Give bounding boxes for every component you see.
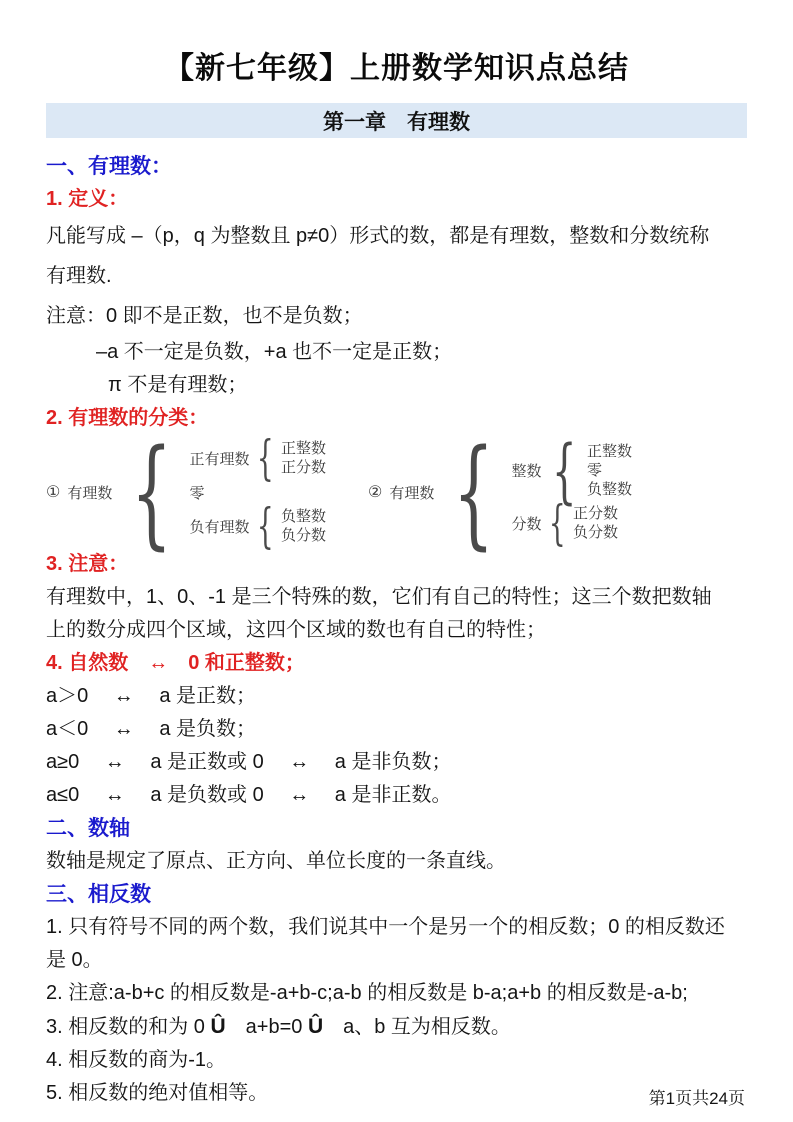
- chapter-title: 第一章 有理数: [323, 110, 470, 134]
- diagram1-index: ①: [46, 484, 61, 501]
- branch-label: 正有理数: [189, 450, 250, 468]
- branch-label: 整数: [511, 463, 542, 480]
- classification-diagram-1: ① 有理数 { 正有理数 { 正整数 正分数 零 负有理数 { 负整数 负分数: [46, 423, 327, 561]
- document-title: 【新七年级】上册数学知识点总结: [164, 52, 629, 85]
- leaf-label: 负整数: [281, 508, 327, 525]
- chapter-header-bar: [46, 103, 747, 138]
- classification-heading: 2. 有理数的分类：: [46, 407, 209, 429]
- leaf-label: 负整数: [587, 481, 633, 498]
- section1-heading: 一、有理数：: [46, 155, 172, 178]
- opposite-item3-text: a、b 互为相反数。: [323, 1016, 511, 1038]
- note-line1: 有理数中，1、0、-1 是三个特殊的数，它们有自己的特性；这三个数把数轴: [46, 586, 712, 608]
- page-number: 第1页共24页: [648, 1089, 745, 1108]
- natural-rule-nonpositive: a≤0 ↔ a 是负数或 0 ↔ a 是非正数。: [46, 784, 452, 806]
- diagram1-branch-positive: 正有理数 { 正整数 正分数: [189, 430, 327, 486]
- opposite-item4: 4. 相反数的商为-1。: [46, 1049, 227, 1071]
- definition-note2: –a 不一定是负数，+a 也不一定是正数；: [96, 341, 453, 363]
- branch-leaves: [573, 504, 618, 542]
- diagram1-root-label: 有理数: [67, 484, 113, 502]
- leaf-label: 正分数: [573, 505, 619, 522]
- branch-leaves: [587, 442, 632, 499]
- double-arrow-symbol: Û: [307, 1015, 324, 1038]
- section3-heading: 三、相反数: [46, 883, 151, 906]
- natural-number-heading: 4. 自然数 ↔ 0 和正整数；: [46, 652, 305, 674]
- section2-heading: 二、数轴: [46, 817, 130, 840]
- leaf-label: 正整数: [281, 440, 327, 457]
- diagram1-branches: [189, 430, 327, 554]
- leaf-label: 正整数: [587, 443, 633, 460]
- definition-line2: 有理数.: [46, 265, 112, 287]
- section2-line1: 数轴是规定了原点、正方向、单位长度的一条直线。: [46, 850, 506, 872]
- note-heading: 3. 注意：: [46, 553, 129, 575]
- diagram2-branches: [511, 429, 633, 551]
- definition-heading: 1. 定义：: [46, 188, 129, 210]
- definition-note1: 注意：0 即不是正数，也不是负数；: [46, 305, 363, 327]
- diagram2-index: ②: [368, 484, 383, 501]
- diagram2-root-label: 有理数: [389, 484, 435, 502]
- leaf-label: 零: [587, 462, 603, 479]
- opposite-item5: 5. 相反数的绝对值相等。: [46, 1082, 269, 1104]
- branch-label: 负有理数: [189, 518, 250, 536]
- opposite-item3-text: a+b=0: [225, 1016, 308, 1038]
- leaf-label: 负分数: [281, 527, 327, 544]
- opposite-item3-text: 3. 相反数的和为 0: [46, 1016, 211, 1038]
- branch-label: 分数: [511, 515, 542, 533]
- branch-label: 零: [189, 484, 205, 502]
- definition-note3: π 不是有理数；: [108, 374, 248, 396]
- opposite-item1-line2: 是 0。: [46, 949, 103, 971]
- diagram2-branch-integers: 整数 { 正整数 零 负整数: [511, 429, 633, 512]
- branch-leaves: [281, 507, 326, 545]
- opposite-item1-line1: 1. 只有符号不同的两个数，我们说其中一个是另一个的相反数；0 的相反数还: [46, 916, 725, 938]
- opposite-item3: [46, 1010, 747, 1044]
- double-arrow-symbol: Û: [210, 1015, 226, 1038]
- diagram2-branch-fractions: 分数 { 正分数 负分数: [511, 495, 619, 551]
- branch-leaves: [281, 439, 326, 477]
- note-line2: 上的数分成四个区域，这四个区域的数也有自己的特性；: [46, 619, 546, 641]
- natural-rule-negative: a＜0 ↔ a 是负数；: [46, 718, 257, 740]
- leaf-label: 正分数: [281, 459, 327, 476]
- natural-rule-positive: a＞0 ↔ a 是正数；: [46, 685, 257, 707]
- classification-diagrams: [46, 423, 747, 561]
- natural-rule-nonnegative: a≥0 ↔ a 是正数或 0 ↔ a 是非负数；: [46, 751, 452, 773]
- leaf-label: 负分数: [573, 524, 619, 541]
- diagram1-branch-negative: 负有理数 { 负整数 负分数: [189, 498, 327, 554]
- classification-diagram-2: ② 有理数 { 整数 { 正整数 零 负整数 分数 { 正分数 负分数: [368, 423, 633, 561]
- page-content: [0, 50, 793, 1110]
- definition-line1: 凡能写成 –（p，q 为整数且 p≠0）形式的数，都是有理数，整数和分数统称: [46, 225, 710, 247]
- opposite-item2: 2. 注意:a-b+c 的相反数是-a+b-c;a-b 的相反数是 b-a;a+b 的相反数是-a-b;: [46, 982, 688, 1004]
